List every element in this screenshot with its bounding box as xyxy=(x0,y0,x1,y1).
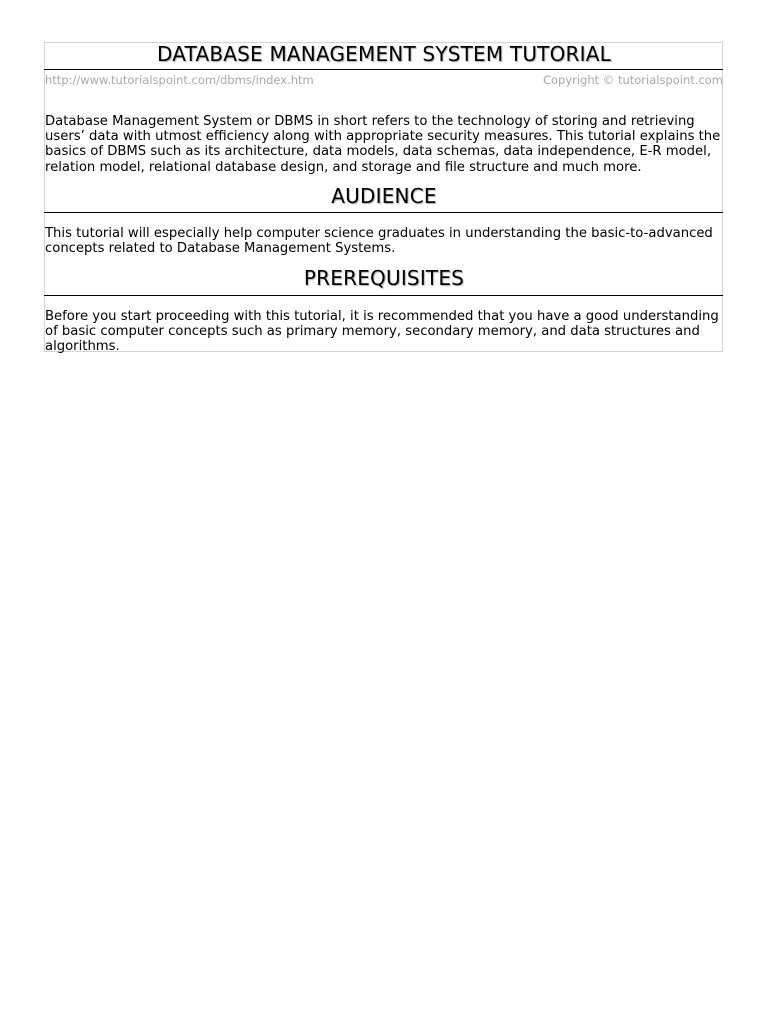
source-url[interactable]: http://www.tutorialspoint.com/dbms/index.htm xyxy=(45,73,314,87)
intro-paragraph: Database Management System or DBMS in short refers to the technology of storing and retrieving users’ data with utmost efficiency along with appropriate security measures. This tutorial explains the basics of DBMS such as its architecture, data models, data schemas, data independence, E-R model, relation model, relational database design, and storage and file structure and much more. xyxy=(45,114,721,175)
copyright-notice: Copyright © tutorialspoint.com xyxy=(542,73,723,87)
audience-divider xyxy=(44,212,723,213)
prerequisites-paragraph: Before you start proceeding with this tutorial, it is recommended that you have a good understanding of basic computer concepts such as primary memory, secondary memory, and data structures and algorithms. xyxy=(45,309,719,355)
prerequisites-heading: PREREQUISITES xyxy=(303,266,465,290)
audience-heading: AUDIENCE xyxy=(331,184,437,208)
page-title: DATABASE MANAGEMENT SYSTEM TUTORIAL xyxy=(157,42,611,66)
audience-paragraph: This tutorial will especially help computer science graduates in understanding the basic-to-advanced concepts related to Database Management Systems. xyxy=(45,226,713,257)
title-divider xyxy=(44,69,723,70)
prerequisites-divider xyxy=(44,295,723,296)
